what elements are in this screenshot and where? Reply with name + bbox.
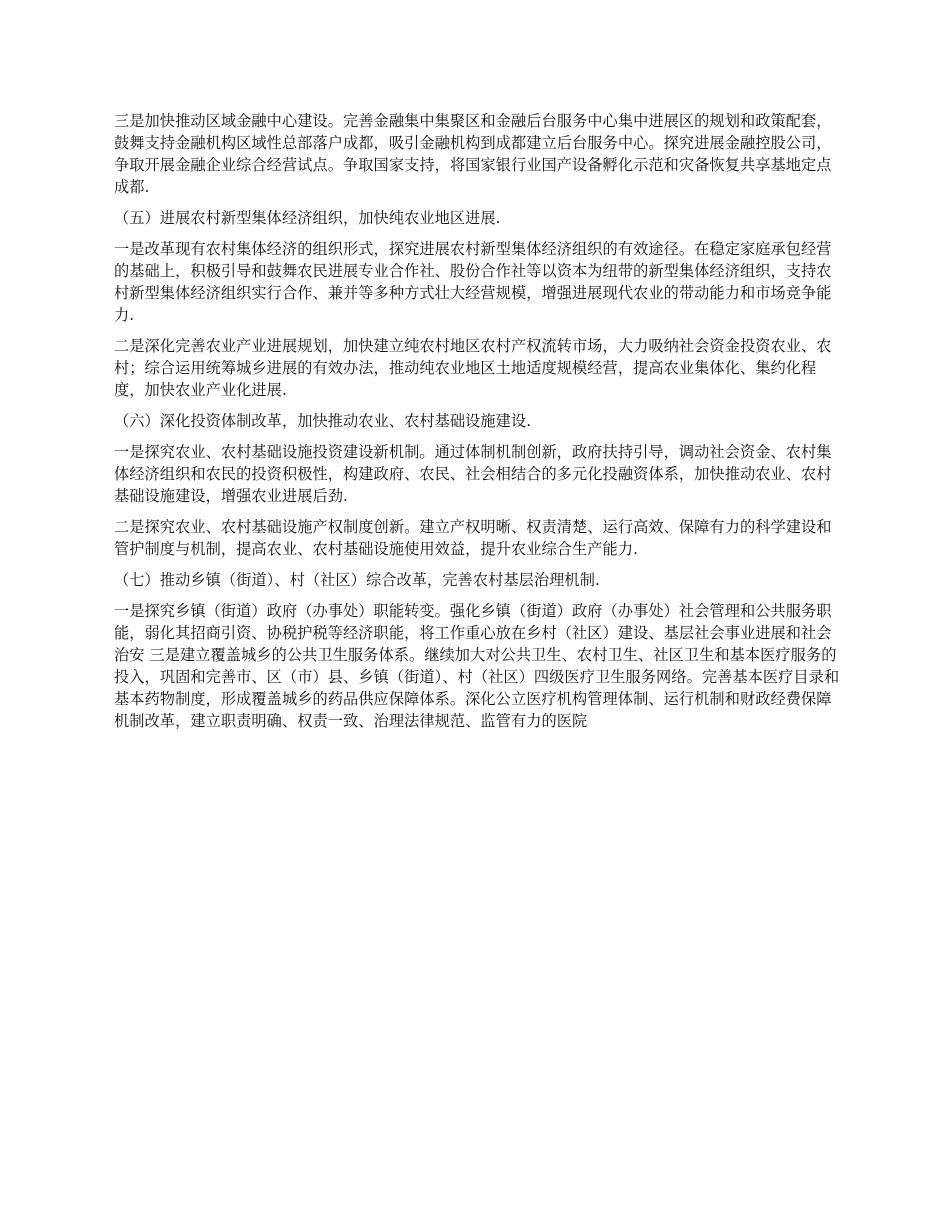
paragraph-agri-planning: 二是深化完善农业产业进展规划，加快建立纯农村地区农村产权流转市场，大力吸纳社会资金投资农业、农村；综合运用统筹城乡进展的有效办法，推动纯农业地区土地适度规模经营，提高农业集体化、集约化程度，加快农业产业化进展. [114, 337, 832, 399]
paragraph-property-rights: 二是探究农业、农村基础设施产权制度创新。建立产权明晰、权责清楚、运行高效、保障有力的科学建设和管护制度与机制，提高农业、农村基础设施使用效益，提升农业综合生产能力. [114, 518, 832, 558]
section-heading-5: （五）进展农村新型集体经济组织，加快纯农业地区进展. [114, 209, 501, 227]
document-page [114, 110, 840, 741]
paragraph-investment-mechanism: 一是探究农业、农村基础设施投资建设新机制。通过体制机制创新，政府扶持引导，调动社会资金、农村集体经济组织和农民的投资积极性，构建政府、农民、社会相结合的多元化投融资体系，加快推动农业、农村基础设施建设，增强农业进展后劲. [114, 443, 832, 505]
paragraph-finance-center: 三是加快推动区域金融中心建设。完善金融集中集聚区和金融后台服务中心集中进展区的规划和政策配套，鼓舞支持金融机构区域性总部落户成都，吸引金融机构到成都建立后台服务中心。探究进展金融控股公司，争取开展金融企业综合经营试点。争取国家支持，将国家银行业国产设备孵化示范和灾备恢复共享基地定点成都. [114, 112, 832, 196]
paragraph-collective-economy: 一是改革现有农村集体经济的组织形式，探究进展农村新型集体经济组织的有效途径。在稳定家庭承包经营的基础上，积极引导和鼓舞农民进展专业合作社、股份合作社等以资本为纽带的新型集体经济组织，支持农村新型集体经济组织实行合作、兼并等多种方式壮大经营规模，增强进展现代农业的带动能力和市场竞争能力. [114, 240, 832, 324]
section-heading-6: （六）深化投资体制改革，加快推动农业、农村基础设施建设. [114, 412, 532, 430]
section-heading-7: （七）推动乡镇（街道）、村（社区）综合改革，完善农村基层治理机制. [114, 571, 600, 589]
paragraph-township-reform: 一是探究乡镇（街道）政府（办事处）职能转变。强化乡镇（街道）政府（办事处）社会管理和公共服务职能，弱化其招商引资、协税护税等经济职能，将工作重心放在乡村（社区）建设、基层社会事业进展和社会治安 三是建立覆盖城乡的公共卫生服务体系。继续加大对公共卫生、农村卫生、社区卫生和基本医疗服务的投入，巩固和完善市、区（市）县、乡镇（街道）、村（社区）四级医疗卫生服务网络。完善基本医疗目录和基本药物制度，形成覆盖城乡的药品供应保障体系。深化公立医疗机构管理体制、运行机制和财政经费保障机制改革，建立职责明确、权责一致、治理法律规范、监管有力的医院 [114, 602, 840, 730]
